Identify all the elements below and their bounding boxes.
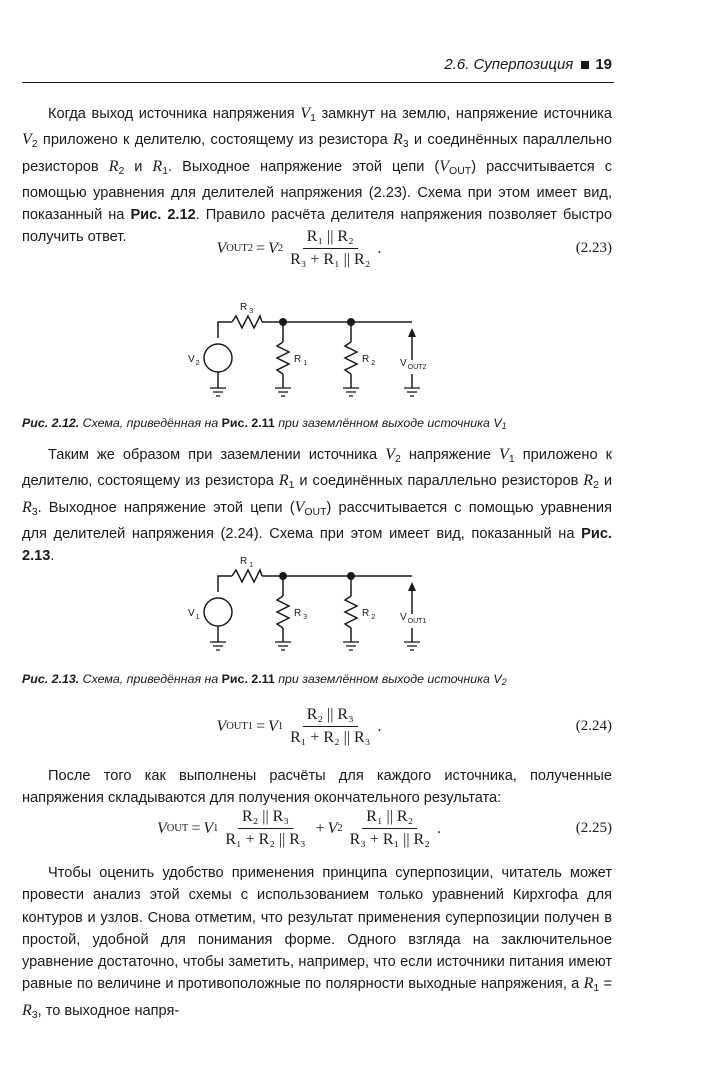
section-title: 2.6. Суперпозиция (444, 56, 574, 73)
figure-reference: Рис. 2.13 (22, 525, 612, 565)
fraction: $\frac{\text{R₁ || R₂}}{\text{R₃ + R₁ || R₂}}$ (349, 808, 430, 848)
label-source: $V_2$ (188, 354, 200, 367)
ground-icon (210, 642, 420, 650)
figure-caption-2-13: Рис. 2.13. Схема, приведённая на Рис. 2.11 при заземлённом выходе источника $V_2$ (22, 672, 507, 687)
header-rule (22, 82, 614, 83)
fraction: $\frac{\text{R₂ || R₃}}{\text{R₁ + R₂ || R₃}}$ (225, 808, 306, 848)
ground-icon (210, 388, 420, 396)
label-output: $V_{OUT2}$ (400, 358, 427, 371)
label-shunt-resistor-1: R $_3$ (294, 608, 308, 621)
fraction: $\frac{\text{R₁ || R₂}}{\text{R₃ + R₁ || R₂}}$ (290, 228, 371, 268)
square-bullet-icon (581, 61, 589, 69)
label-shunt-resistor-2: R $_2$ (362, 608, 376, 621)
paragraph-2: Таким же образом при заземлении источника $V_2$ напряжение $V_1$ приложено к делителю, состоящему из резистора $R_1$ и соединённых параллельно резисторов $R_2$ и $R_3$. Выходное напряжение этой цепи $(V_{OUT})$ рассчитывается с помощью уравнения для делителей напряжения (2.24). Схема при этом имеет вид, показанный на Рис. 2.13. (22, 446, 612, 565)
equation-2-25: V OUT = V 1 $\frac{\text{R₂ || R₃}}{\text{R₁ + R₂ || R₃}}$ + V 2 $\frac{\text{R₁ || R₂}}{\text{R₃ + R₁ || R₂}}$ . (2.25) (156, 808, 612, 848)
page-number: 19 (595, 56, 612, 73)
paragraph-4: Чтобы оценить удобство применения принципа суперпозиции, читатель может провести анализ этой схемы с использованием только уравнений Кирхгофа для контуров и узлов. Снова отметим, что результат применения суперпозиции получен в простой, удобной для понимания форме. Одного взгляда на заключительное уравнение достаточно, чтобы заметить, например, что если источники питания имеют равные по величине и противоположные по полярности выходные напряжения, а $R_1 = R_3$, то выходное напря- (22, 865, 613, 1021)
circuit-diagram-fig-2-12 (180, 290, 440, 410)
arrow-up-icon (408, 582, 416, 591)
paragraph-1: Когда выход источника напряжения $V_1$ замкнут на землю, напряжение источника $V_2$ приложено к делителю, состоящему из резистора $R_3$ и соединённых параллельно резисторов $R_2$ и $R_1$. Выходное напряжение этой цепи $(V_{OUT})$ рассчитывается с помощью уравнения для делителей напряжения (2.23). Схема при этом имеет вид, показанный на Рис. 2.12. Правило расчёта делителя напряжения позволяет быстро получить ответ. (22, 105, 613, 246)
label-series-resistor: R $_1$ (240, 556, 254, 569)
arrow-up-icon (408, 328, 416, 337)
label-source: $V_1$ (188, 608, 200, 621)
equation-number: (2.25) (575, 820, 612, 836)
equation-number: (2.23) (575, 240, 612, 256)
label-output: $V_{OUT1}$ (400, 612, 427, 625)
label-shunt-resistor-2: R $_2$ (362, 354, 376, 367)
equation-2-23: V OUT2 = V 2 $\frac{\text{R₁ || R₂}}{\text{R₃ + R₁ || R₂}}$ . (2.23) (216, 228, 612, 268)
circuit-diagram-fig-2-13 (180, 544, 440, 664)
paragraph-3: После того как выполнены расчёты для каждого источника, полученные напряжения складываются для получения окончательного результата: (22, 768, 612, 807)
equation-number: (2.24) (575, 718, 612, 734)
fraction: $\frac{\text{R₂ || R₃}}{\text{R₁ + R₂ || R₃}}$ (290, 706, 371, 746)
label-shunt-resistor-1: R $_1$ (294, 354, 308, 367)
junction-dot (347, 572, 355, 580)
running-header (0, 56, 612, 73)
junction-dot (347, 318, 355, 326)
label-series-resistor: R $_3$ (240, 302, 254, 315)
junction-dot (279, 318, 287, 326)
figure-caption-2-12: Рис. 2.12. Схема, приведённая на Рис. 2.11 при заземлённом выходе источника $V_1$ (22, 416, 507, 431)
junction-dot (279, 572, 287, 580)
equation-2-24: V OUT1 = V 1 $\frac{\text{R₂ || R₃}}{\text{R₁ + R₂ || R₃}}$ . (2.24) (216, 706, 612, 746)
figure-reference: Рис. 2.12 (130, 207, 196, 224)
